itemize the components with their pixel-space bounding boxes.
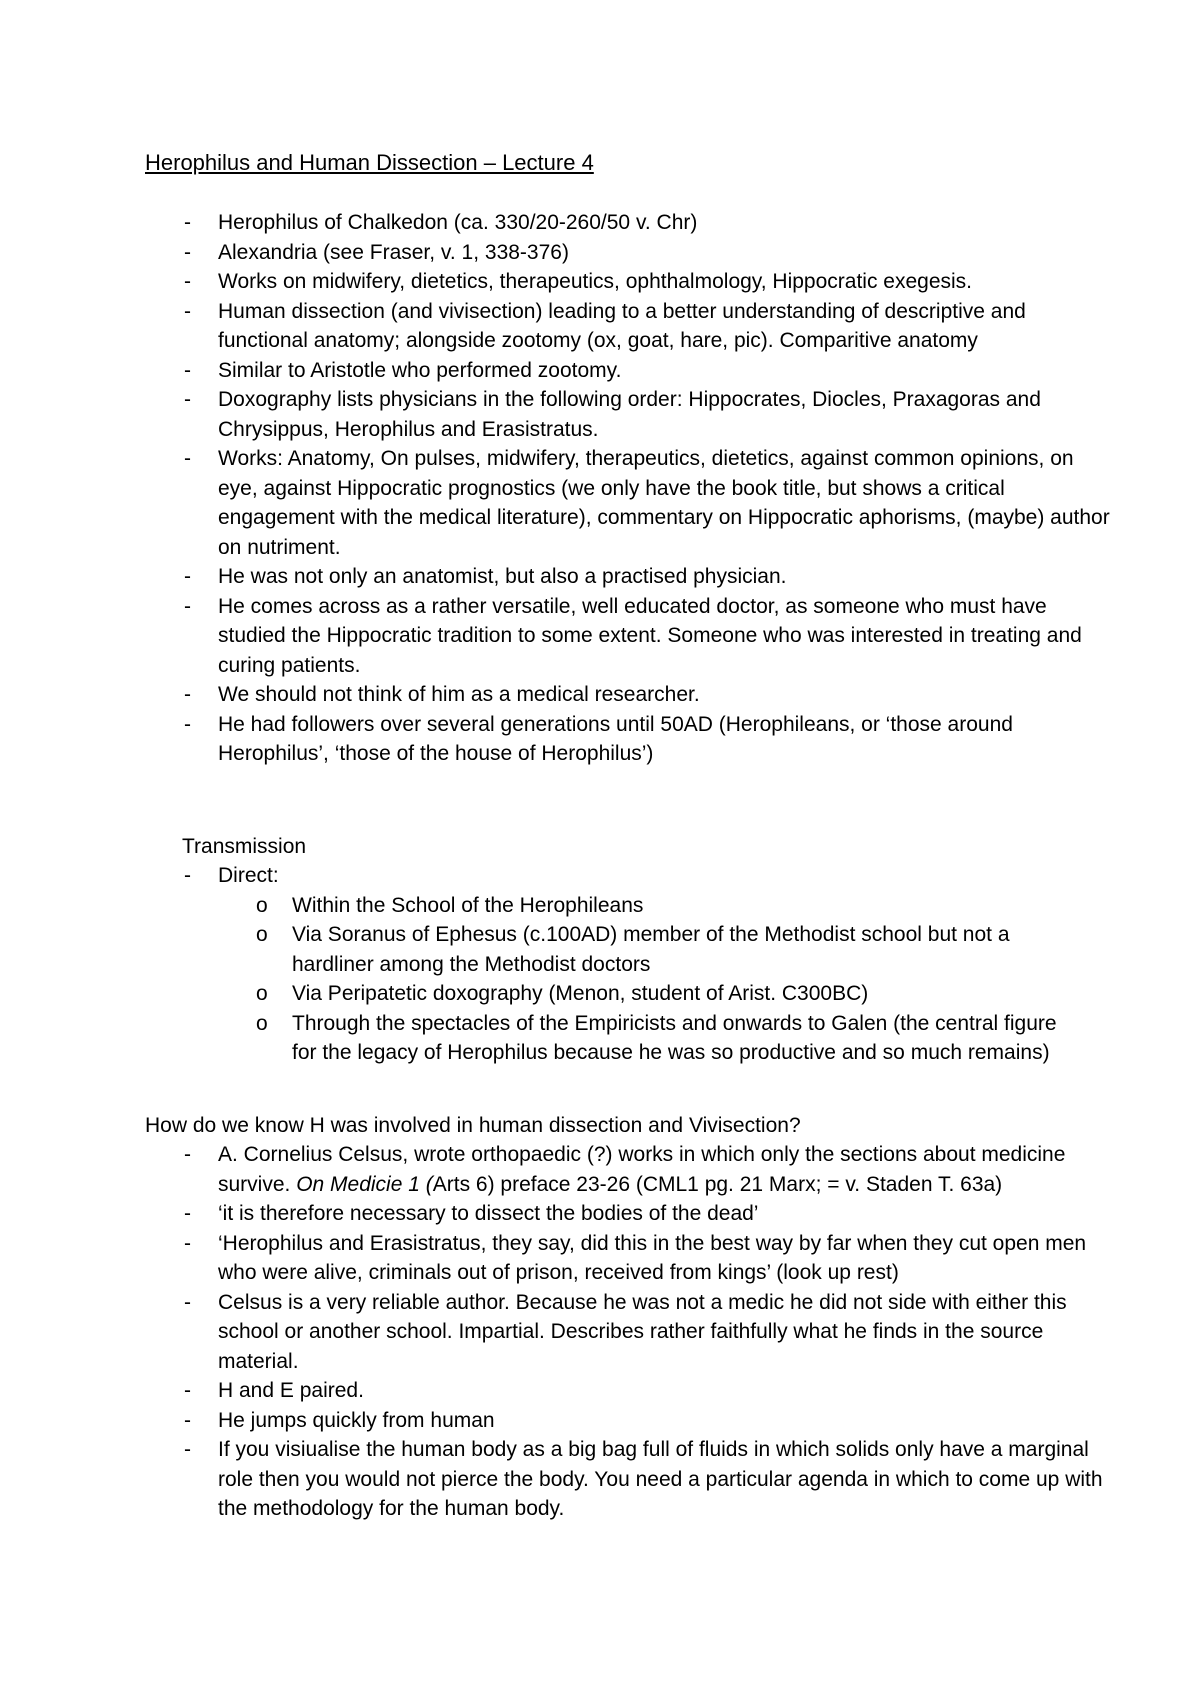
transmission-list xyxy=(0,861,1200,1068)
dash-bullet: - xyxy=(184,270,191,293)
circle-bullet: o xyxy=(256,1011,268,1035)
list-item: - He was not only an anatomist, but also a practised physician. xyxy=(0,562,1200,592)
dash-bullet: - xyxy=(184,864,191,887)
dash-bullet: - xyxy=(184,447,191,470)
dash-bullet: - xyxy=(184,1290,191,1314)
dash-bullet: - xyxy=(184,565,191,588)
list-item: - Celsus is a very reliable author. Because he was not a medic he did not side with either this school or another school. Impartial. Describes rather faithfully what he finds in the source material. xyxy=(0,1288,1200,1377)
evidence-heading: How do we know H was involved in human dissection and Vivisection? xyxy=(145,1114,801,1137)
dash-bullet: - xyxy=(184,299,191,323)
list-item: - Alexandria (see Fraser, v. 1, 338-376) xyxy=(0,238,1200,268)
list-item: - He had followers over several generations until 50AD (Herophileans, or ‘those around Herophilus’, ‘those of the house of Herophilus’) xyxy=(0,710,1200,769)
transmission-heading: Transmission xyxy=(182,835,307,858)
dash-bullet: - xyxy=(184,1231,191,1255)
sub-list-item: o Via Soranus of Ephesus (c.100AD) member of the Methodist school but not a hardliner among the Methodist doctors xyxy=(0,920,1200,979)
dash-bullet: - xyxy=(184,594,191,618)
list-item: - Direct: xyxy=(0,861,1200,891)
evidence-list xyxy=(0,1140,1200,1524)
circle-bullet: o xyxy=(256,982,268,1005)
sub-list-item: o Within the School of the Herophileans xyxy=(0,891,1200,921)
dash-bullet: - xyxy=(184,1438,191,1461)
list-item: - Human dissection (and vivisection) leading to a better understanding of descriptive and functional anatomy; alongside zootomy (ox, goat, hare, pic). Comparitive anatomy xyxy=(0,297,1200,356)
list-item: - ‘it is therefore necessary to dissect the bodies of the dead’ xyxy=(0,1199,1200,1229)
dash-bullet: - xyxy=(184,211,191,234)
list-item: - Herophilus of Chalkedon (ca. 330/20-260/50 v. Chr) xyxy=(0,208,1200,238)
dash-bullet: - xyxy=(184,712,191,736)
dash-bullet: - xyxy=(184,388,191,411)
sub-list-item: o Through the spectacles of the Empiricists and onwards to Galen (the central figure for the legacy of Herophilus because he was so productive and so much remains) xyxy=(0,1009,1200,1068)
dash-bullet: - xyxy=(184,358,191,382)
circle-bullet: o xyxy=(256,893,268,917)
page-title: Herophilus and Human Dissection – Lecture 4 xyxy=(145,150,594,175)
dash-bullet: - xyxy=(184,1202,191,1225)
list-item: - We should not think of him as a medical researcher. xyxy=(0,680,1200,710)
list-item: - ‘Herophilus and Erasistratus, they say, did this in the best way by far when they cut open men who were alive, criminals out of prison, received from kings’ (look up rest) xyxy=(0,1229,1200,1288)
dash-bullet: - xyxy=(184,240,191,264)
list-item: - A. Cornelius Celsus, wrote orthopaedic (?) works in which only the sections about medicine survive. On Medicie 1 (Arts 6) preface 23-26 (CML1 pg. 21 Marx; = v. Staden T. 63a) xyxy=(0,1140,1200,1199)
list-item: - He comes across as a rather versatile, well educated doctor, as someone who must have studied the Hippocratic tradition to some extent. Someone who was interested in treating and curing patients. xyxy=(0,592,1200,681)
dash-bullet: - xyxy=(184,683,191,706)
dash-bullet: - xyxy=(184,1408,191,1432)
list-item: - Doxography lists physicians in the following order: Hippocrates, Diocles, Praxagoras and Chrysippus, Herophilus and Erasistratus. xyxy=(0,385,1200,444)
section1-list xyxy=(0,208,1200,769)
italic-title: On Medicie 1 ( xyxy=(296,1172,433,1196)
list-item: - H and E paired. xyxy=(0,1376,1200,1406)
list-item: - He jumps quickly from human xyxy=(0,1406,1200,1436)
dash-bullet: - xyxy=(184,1143,191,1166)
list-item: - Works on midwifery, dietetics, therapeutics, ophthalmology, Hippocratic exegesis. xyxy=(0,267,1200,297)
list-item: - Works: Anatomy, On pulses, midwifery, therapeutics, dietetics, against common opinions, on eye, against Hippocratic prognostics (we only have the book title, but shows a critical engagement with the medical literature), commentary on Hippocratic aphorisms, (maybe) author on nutriment. xyxy=(0,444,1200,562)
list-item: - If you visiualise the human body as a big bag full of fluids in which solids only have a marginal role then you would not pierce the body. You need a particular agenda in which to come up with the methodology for the human body. xyxy=(0,1435,1200,1524)
circle-bullet: o xyxy=(256,923,268,946)
list-item: - Similar to Aristotle who performed zootomy. xyxy=(0,356,1200,386)
dash-bullet: - xyxy=(184,1379,191,1402)
sub-list-item: o Via Peripatetic doxography (Menon, student of Arist. C300BC) xyxy=(0,979,1200,1009)
